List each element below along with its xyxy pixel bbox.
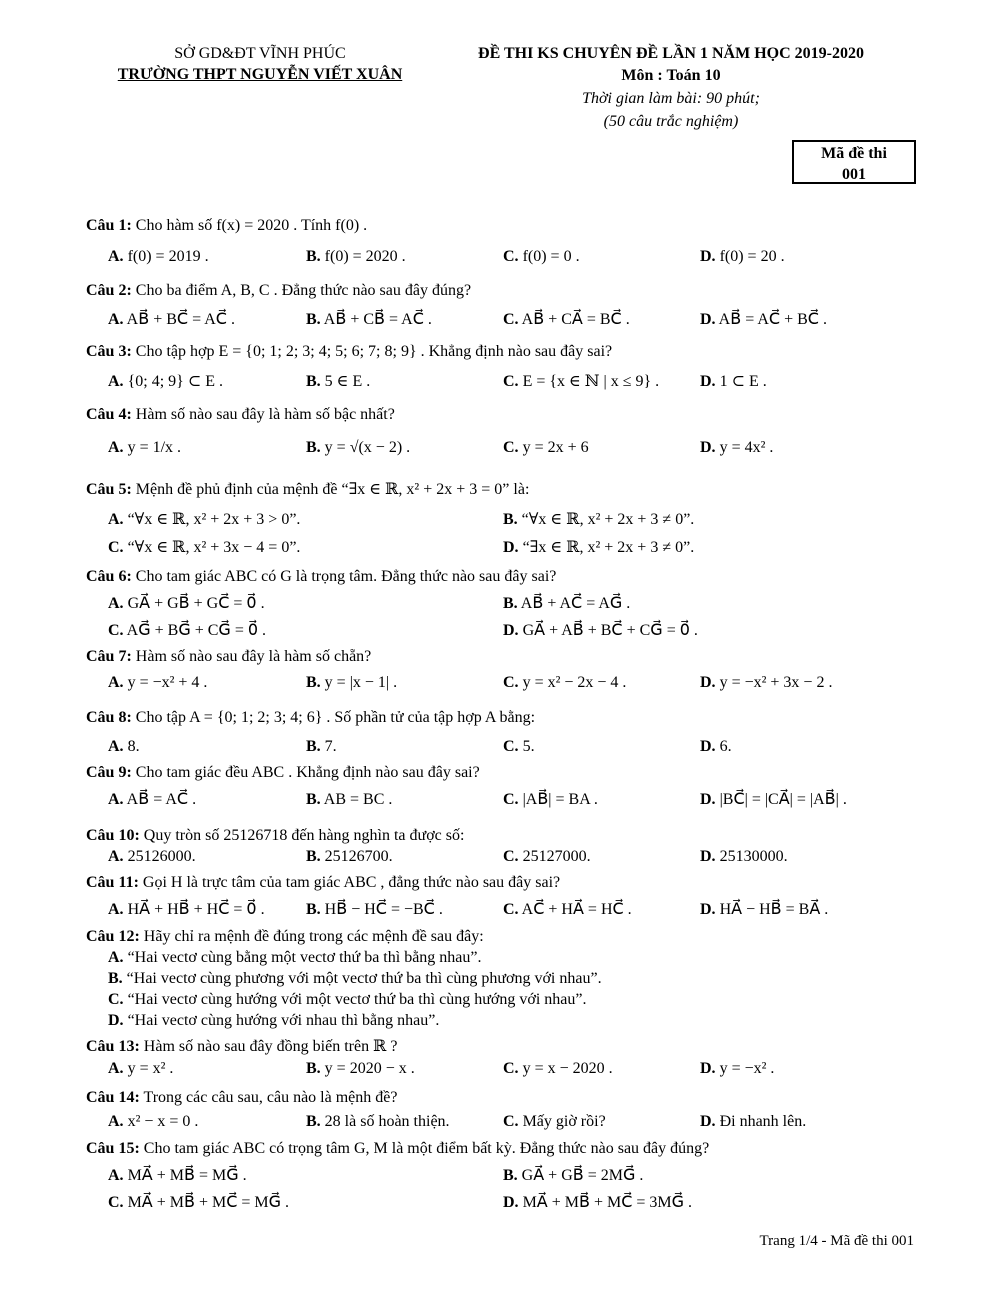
option-key: C. [108, 1194, 124, 1211]
option-key: D. [700, 901, 716, 918]
option-text: AB = BC . [320, 791, 393, 808]
question-number: Câu 7: [86, 648, 132, 665]
option-key: D. [700, 674, 716, 691]
option-key: C. [108, 622, 124, 639]
option-text: |AB⃗| = BA . [518, 791, 598, 808]
question-2 [86, 281, 471, 301]
option-key: D. [700, 439, 716, 456]
page-footer: Trang 1/4 - Mã đề thi 001 [759, 1233, 914, 1249]
option-text: 25126000. [123, 848, 196, 865]
question-3-option-d [700, 372, 767, 392]
question-7-option-b [306, 673, 397, 693]
question-6-option-b [503, 594, 630, 614]
option-text: f(0) = 0 . [518, 248, 580, 265]
question-4-option-d [700, 438, 773, 458]
option-key: A. [108, 738, 124, 755]
question-15-option-a [108, 1166, 247, 1186]
question-15 [86, 1139, 709, 1159]
question-4-option-a [108, 438, 181, 458]
option-key: D. [503, 622, 519, 639]
question-text: Cho tam giác ABC có G là trọng tâm. Đẳng thức nào sau đây sai? [131, 568, 557, 585]
exam-code-label: Mã đề thi [821, 145, 887, 162]
option-key: B. [306, 373, 321, 390]
question-13-option-b [306, 1059, 415, 1079]
question-2-option-a [108, 310, 235, 330]
question-7 [86, 647, 371, 667]
question-6-option-d [503, 621, 698, 641]
option-key: C. [108, 539, 124, 556]
question-2-option-b [306, 310, 432, 330]
option-key: D. [700, 248, 716, 265]
question-number: Câu 8: [86, 709, 132, 726]
question-7-option-a [108, 673, 207, 693]
option-text: y = √(x − 2) . [320, 439, 411, 456]
option-key: B. [306, 738, 321, 755]
option-text: MA⃗ + MB⃗ = MG⃗ . [123, 1167, 247, 1184]
option-text: y = x² . [123, 1060, 174, 1077]
option-key: A. [108, 248, 124, 265]
option-text: GA⃗ + AB⃗ + BC⃗ + CG⃗ = 0⃗ . [518, 622, 698, 639]
question-3 [86, 342, 612, 362]
option-text: 6. [715, 738, 732, 755]
option-text: Mấy giờ rồi? [518, 1113, 606, 1130]
option-key: B. [306, 848, 321, 865]
question-15-option-c [108, 1193, 289, 1213]
option-text: y = 1/x . [123, 439, 182, 456]
question-4 [86, 405, 395, 425]
option-text: “∃x ∈ ℝ, x² + 2x + 3 ≠ 0”. [518, 539, 695, 556]
exam-code-box [792, 140, 916, 184]
option-key: A. [108, 901, 124, 918]
option-text: 5 ∈ E . [320, 373, 371, 390]
option-text: “∀x ∈ ℝ, x² + 2x + 3 > 0”. [123, 511, 301, 528]
option-key: A. [108, 1060, 124, 1077]
question-9-option-b [306, 790, 392, 810]
subject: Môn : Toán 10 [621, 67, 721, 84]
question-8-option-c [503, 737, 535, 757]
question-9-option-a [108, 790, 196, 810]
option-text: Đi nhanh lên. [715, 1113, 807, 1130]
school-name: TRƯỜNG THPT NGUYỄN VIẾT XUÂN [117, 66, 403, 83]
question-9-option-d [700, 790, 847, 810]
option-key: D. [700, 373, 716, 390]
question-8-option-a [108, 737, 140, 757]
option-key: A. [108, 1113, 124, 1130]
question-text: Trong các câu sau, câu nào là mệnh đề? [139, 1089, 398, 1106]
option-key: D. [503, 539, 519, 556]
option-key: D. [700, 311, 716, 328]
question-number: Câu 1: [86, 217, 132, 234]
option-text: AB⃗ + CA⃗ = BC⃗ . [518, 311, 630, 328]
option-text: y = −x² . [715, 1060, 775, 1077]
option-text: “∀x ∈ ℝ, x² + 3x − 4 = 0”. [123, 539, 301, 556]
option-key: C. [503, 848, 519, 865]
question-text: Hàm số nào sau đây là hàm số bậc nhất? [131, 406, 395, 423]
duration: Thời gian làm bài: 90 phút; [582, 90, 760, 107]
exam-code-value: 001 [842, 166, 866, 183]
option-key: C. [503, 1113, 519, 1130]
option-text: y = 2x + 6 [518, 439, 589, 456]
option-key: C. [503, 738, 519, 755]
option-text: y = x − 2020 . [518, 1060, 613, 1077]
option-text: “Hai vectơ cùng hướng với nhau thì bằng nhau”. [123, 1012, 440, 1029]
question-text: Hãy chỉ ra mệnh đề đúng trong các mệnh đề sau đây: [139, 928, 484, 945]
question-14 [86, 1088, 397, 1108]
option-text: 7. [320, 738, 337, 755]
option-key: B. [306, 901, 321, 918]
question-1-option-d [700, 247, 785, 267]
question-7-option-d [700, 673, 832, 693]
option-key: D. [700, 1060, 716, 1077]
question-text: Hàm số nào sau đây là hàm số chẵn? [131, 648, 372, 665]
question-5-option-a [108, 510, 300, 530]
option-key: C. [503, 439, 519, 456]
question-number: Câu 9: [86, 764, 132, 781]
option-text: “∀x ∈ ℝ, x² + 2x + 3 ≠ 0”. [517, 511, 695, 528]
option-text: 25130000. [715, 848, 788, 865]
question-text: Cho hàm số f(x) = 2020 . Tính f(0) . [131, 217, 368, 234]
option-key: C. [503, 791, 519, 808]
option-key: C. [503, 373, 519, 390]
option-text: GA⃗ + GB⃗ = 2MG⃗ . [517, 1167, 644, 1184]
question-3-option-a [108, 372, 223, 392]
option-text: AB⃗ + BC⃗ = AC⃗ . [123, 311, 235, 328]
option-text: MA⃗ + MB⃗ + MC⃗ = 3MG⃗ . [518, 1194, 693, 1211]
option-text: HA⃗ − HB⃗ = BA⃗ . [715, 901, 829, 918]
option-key: D. [108, 1012, 124, 1029]
question-12-option-d [108, 1011, 439, 1031]
question-1-option-b [306, 247, 406, 267]
question-10-option-a [108, 847, 196, 867]
question-10-option-b [306, 847, 393, 867]
option-text: AB⃗ = AC⃗ + BC⃗ . [715, 311, 827, 328]
question-13-option-c [503, 1059, 613, 1079]
question-5-option-b [503, 510, 694, 530]
question-8-option-b [306, 737, 337, 757]
option-key: A. [108, 791, 124, 808]
question-10-option-d [700, 847, 788, 867]
option-text: HA⃗ + HB⃗ + HC⃗ = 0⃗ . [123, 901, 265, 918]
question-number: Câu 13: [86, 1038, 140, 1055]
question-number: Câu 6: [86, 568, 132, 585]
question-11-option-c [503, 900, 632, 920]
question-5-option-c [108, 538, 300, 558]
question-number: Câu 15: [86, 1140, 140, 1157]
option-key: D. [700, 1113, 716, 1130]
option-text: 28 là số hoàn thiện. [320, 1113, 450, 1130]
department-name: SỞ GD&ĐT VĨNH PHÚC [174, 45, 346, 62]
option-text: “Hai vectơ cùng bằng một vectơ thứ ba thì bằng nhau”. [123, 949, 482, 966]
option-key: B. [108, 970, 123, 987]
question-14-option-d [700, 1112, 806, 1132]
option-text: |BC⃗| = |CA⃗| = |AB⃗| . [715, 791, 847, 808]
question-9-option-c [503, 790, 598, 810]
option-key: B. [306, 674, 321, 691]
question-13-option-d [700, 1059, 774, 1079]
question-10 [86, 826, 464, 846]
question-number: Câu 10: [86, 827, 140, 844]
option-key: D. [700, 791, 716, 808]
option-key: C. [108, 991, 124, 1008]
option-text: 1 ⊂ E . [715, 373, 767, 390]
question-2-option-d [700, 310, 827, 330]
option-key: A. [108, 439, 124, 456]
question-8-option-d [700, 737, 732, 757]
option-key: A. [108, 1167, 124, 1184]
option-text: HB⃗ − HC⃗ = −BC⃗ . [320, 901, 443, 918]
option-key: B. [503, 511, 518, 528]
question-12-option-c [108, 990, 586, 1010]
option-text: y = |x − 1| . [320, 674, 398, 691]
option-text: 8. [123, 738, 140, 755]
option-text: 25126700. [320, 848, 393, 865]
option-key: C. [503, 248, 519, 265]
option-text: f(0) = 20 . [715, 248, 785, 265]
question-13-option-a [108, 1059, 173, 1079]
question-3-option-c [503, 372, 659, 392]
option-key: B. [306, 439, 321, 456]
option-text: “Hai vectơ cùng phương với một vectơ thứ ba thì cùng phương với nhau”. [122, 970, 602, 987]
question-text: Cho tam giác ABC có trọng tâm G, M là một điểm bất kỳ. Đẳng thức nào sau đây đúng? [139, 1140, 710, 1157]
question-2-option-c [503, 310, 630, 330]
question-text: Cho tập hợp E = {0; 1; 2; 3; 4; 5; 6; 7; 8; 9} . Khẳng định nào sau đây sai? [131, 343, 613, 360]
option-text: y = −x² + 3x − 2 . [715, 674, 833, 691]
question-14-option-a [108, 1112, 198, 1132]
question-6-option-c [108, 621, 266, 641]
question-3-option-b [306, 372, 370, 392]
option-text: y = 4x² . [715, 439, 774, 456]
question-11-option-d [700, 900, 828, 920]
question-14-option-c [503, 1112, 606, 1132]
option-text: y = −x² + 4 . [123, 674, 208, 691]
question-text: Cho ba điểm A, B, C . Đẳng thức nào sau đây đúng? [131, 282, 472, 299]
question-8 [86, 708, 535, 728]
option-key: B. [306, 311, 321, 328]
question-6 [86, 567, 556, 587]
option-text: f(0) = 2020 . [320, 248, 406, 265]
question-10-option-c [503, 847, 591, 867]
question-number: Câu 4: [86, 406, 132, 423]
option-key: D. [503, 1194, 519, 1211]
question-6-option-a [108, 594, 265, 614]
option-text: AB⃗ + CB⃗ = AC⃗ . [320, 311, 432, 328]
question-5-option-d [503, 538, 694, 558]
option-text: AB⃗ = AC⃗ . [123, 791, 197, 808]
option-text: “Hai vectơ cùng hướng với một vectơ thứ ba thì cùng hướng với nhau”. [123, 991, 587, 1008]
question-text: Mệnh đề phủ định của mệnh đề “∃x ∈ ℝ, x² + 2x + 3 = 0” là: [131, 481, 530, 498]
question-text: Cho tam giác đều ABC . Khẳng định nào sau đây sai? [131, 764, 480, 781]
question-text: Hàm số nào sau đây đồng biến trên ℝ ? [139, 1038, 398, 1055]
question-1 [86, 216, 367, 236]
question-1-option-a [108, 247, 209, 267]
question-5 [86, 480, 529, 500]
question-11 [86, 873, 560, 893]
option-key: B. [306, 1060, 321, 1077]
option-key: D. [700, 738, 716, 755]
option-key: C. [503, 901, 519, 918]
option-key: B. [306, 1113, 321, 1130]
question-12-option-a [108, 948, 482, 968]
option-key: B. [503, 1167, 518, 1184]
exam-title: ĐỀ THI KS CHUYÊN ĐỀ LẦN 1 NĂM HỌC 2019-2020 [478, 45, 864, 62]
option-text: AB⃗ + AC⃗ = AG⃗ . [517, 595, 631, 612]
option-text: MA⃗ + MB⃗ + MC⃗ = MG⃗ . [123, 1194, 290, 1211]
option-text: AC⃗ + HA⃗ = HC⃗ . [518, 901, 632, 918]
question-number: Câu 11: [86, 874, 139, 891]
option-key: A. [108, 674, 124, 691]
option-key: B. [503, 595, 518, 612]
question-7-option-c [503, 673, 626, 693]
question-9 [86, 763, 480, 783]
option-text: E = {x ∈ ℕ | x ≤ 9} . [518, 373, 660, 390]
option-text: f(0) = 2019 . [123, 248, 209, 265]
option-key: C. [503, 674, 519, 691]
option-key: C. [503, 311, 519, 328]
question-number: Câu 5: [86, 481, 132, 498]
question-4-option-c [503, 438, 589, 458]
question-text: Gọi H là trực tâm của tam giác ABC , đẳng thức nào sau đây sai? [138, 874, 561, 891]
question-4-option-b [306, 438, 410, 458]
question-number: Câu 2: [86, 282, 132, 299]
option-key: A. [108, 511, 124, 528]
option-key: A. [108, 848, 124, 865]
option-key: C. [503, 1060, 519, 1077]
option-key: A. [108, 311, 124, 328]
question-number: Câu 12: [86, 928, 140, 945]
option-key: D. [700, 848, 716, 865]
question-text: Cho tập A = {0; 1; 2; 3; 4; 6} . Số phần tử của tập hợp A bằng: [131, 709, 536, 726]
question-11-option-a [108, 900, 265, 920]
option-text: x² − x = 0 . [123, 1113, 199, 1130]
question-number: Câu 14: [86, 1089, 140, 1106]
option-text: y = 2020 − x . [320, 1060, 415, 1077]
option-text: GA⃗ + GB⃗ + GC⃗ = 0⃗ . [123, 595, 265, 612]
question-number: Câu 3: [86, 343, 132, 360]
question-text: Quy tròn số 25126718 đến hàng nghìn ta được số: [139, 827, 465, 844]
option-text: y = x² − 2x − 4 . [518, 674, 627, 691]
question-1-option-c [503, 247, 580, 267]
question-13 [86, 1037, 397, 1057]
option-text: AG⃗ + BG⃗ + CG⃗ = 0⃗ . [123, 622, 267, 639]
question-12-option-b [108, 969, 602, 989]
option-text: 25127000. [518, 848, 591, 865]
option-key: B. [306, 791, 321, 808]
question-11-option-b [306, 900, 443, 920]
option-key: A. [108, 373, 124, 390]
option-key: A. [108, 949, 124, 966]
question-14-option-b [306, 1112, 450, 1132]
question-15-option-d [503, 1193, 692, 1213]
option-key: A. [108, 595, 124, 612]
option-text: 5. [518, 738, 535, 755]
question-15-option-b [503, 1166, 643, 1186]
option-text: {0; 4; 9} ⊂ E . [123, 373, 223, 390]
question-12 [86, 927, 484, 947]
option-key: B. [306, 248, 321, 265]
question-count: (50 câu trắc nghiệm) [603, 113, 739, 130]
